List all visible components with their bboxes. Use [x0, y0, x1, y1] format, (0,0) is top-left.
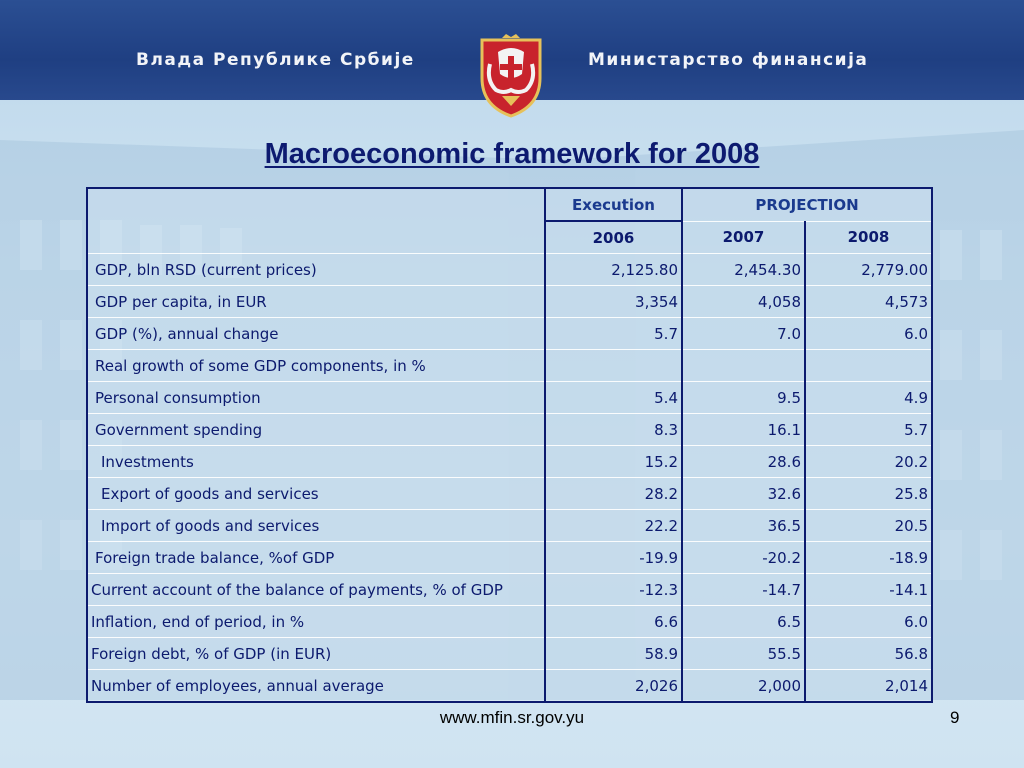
row-label: Government spending	[87, 414, 545, 446]
projection-header: PROJECTION	[682, 188, 932, 221]
value-2008: 4.9	[805, 382, 932, 414]
slide-page-number: 9	[950, 708, 960, 727]
value-2008: 6.0	[805, 318, 932, 350]
value-2006: 2,125.80	[545, 254, 682, 286]
value-2008: 6.0	[805, 606, 932, 638]
ministry-name: Министарство финансија	[588, 50, 869, 70]
value-2006: -12.3	[545, 574, 682, 606]
value-2006: 5.7	[545, 318, 682, 350]
row-label: Export of goods and services	[87, 478, 545, 510]
year-header-2006: 2006	[545, 221, 682, 254]
value-2006: 28.2	[545, 478, 682, 510]
value-2008: 2,779.00	[805, 254, 932, 286]
table-row	[87, 574, 932, 606]
serbian-coat-of-arms-icon	[478, 34, 544, 118]
row-label: Number of employees, annual average	[87, 670, 545, 703]
value-2007: 2,000	[682, 670, 805, 703]
year-header-2008: 2008	[805, 221, 932, 254]
value-2007: 16.1	[682, 414, 805, 446]
value-2007: -14.7	[682, 574, 805, 606]
row-label: Inflation, end of period, in %	[87, 606, 545, 638]
table-row	[87, 478, 932, 510]
value-2006: 8.3	[545, 414, 682, 446]
value-2007: -20.2	[682, 542, 805, 574]
table-row	[87, 286, 932, 318]
table-row	[87, 254, 932, 286]
macroeconomic-table	[86, 187, 933, 703]
value-2007: 55.5	[682, 638, 805, 670]
value-2006: -19.9	[545, 542, 682, 574]
value-2008: 5.7	[805, 414, 932, 446]
table-row	[87, 446, 932, 478]
row-label: Investments	[87, 446, 545, 478]
slide-title: Macroeconomic framework for 2008	[264, 138, 760, 170]
value-2006	[545, 350, 682, 382]
header-blank-cell	[87, 188, 545, 254]
value-2007: 9.5	[682, 382, 805, 414]
value-2006: 6.6	[545, 606, 682, 638]
value-2008: 20.5	[805, 510, 932, 542]
table-row	[87, 670, 932, 703]
value-2008: 25.8	[805, 478, 932, 510]
table-row	[87, 542, 932, 574]
table-row	[87, 510, 932, 542]
footer-website-url: www.mfin.sr.gov.yu	[439, 708, 585, 727]
value-2006: 5.4	[545, 382, 682, 414]
value-2008	[805, 350, 932, 382]
row-label: Personal consumption	[87, 382, 545, 414]
government-name: Влада Републике Србије	[136, 50, 415, 70]
value-2006: 3,354	[545, 286, 682, 318]
value-2007: 6.5	[682, 606, 805, 638]
value-2007: 28.6	[682, 446, 805, 478]
value-2006: 22.2	[545, 510, 682, 542]
row-label: GDP per capita, in EUR	[87, 286, 545, 318]
value-2007: 36.5	[682, 510, 805, 542]
value-2007	[682, 350, 805, 382]
table-row	[87, 318, 932, 350]
value-2007: 7.0	[682, 318, 805, 350]
value-2008: -14.1	[805, 574, 932, 606]
table-header-row	[87, 188, 932, 221]
table-row	[87, 606, 932, 638]
value-2008: 20.2	[805, 446, 932, 478]
row-label: Foreign trade balance, %of GDP	[87, 542, 545, 574]
value-2008: 4,573	[805, 286, 932, 318]
value-2008: 2,014	[805, 670, 932, 703]
value-2006: 15.2	[545, 446, 682, 478]
row-label: Current account of the balance of payments, % of GDP	[87, 574, 545, 606]
value-2008: -18.9	[805, 542, 932, 574]
value-2006: 58.9	[545, 638, 682, 670]
execution-header: Execution	[545, 188, 682, 221]
value-2007: 32.6	[682, 478, 805, 510]
row-label: Real growth of some GDP components, in %	[87, 350, 545, 382]
table-row	[87, 638, 932, 670]
row-label: GDP, bln RSD (current prices)	[87, 254, 545, 286]
row-label: GDP (%), annual change	[87, 318, 545, 350]
table-row	[87, 350, 932, 382]
table-row	[87, 414, 932, 446]
row-label: Import of goods and services	[87, 510, 545, 542]
year-header-2007: 2007	[682, 221, 805, 254]
value-2006: 2,026	[545, 670, 682, 703]
value-2008: 56.8	[805, 638, 932, 670]
value-2007: 4,058	[682, 286, 805, 318]
row-label: Foreign debt, % of GDP (in EUR)	[87, 638, 545, 670]
table-row	[87, 382, 932, 414]
value-2007: 2,454.30	[682, 254, 805, 286]
